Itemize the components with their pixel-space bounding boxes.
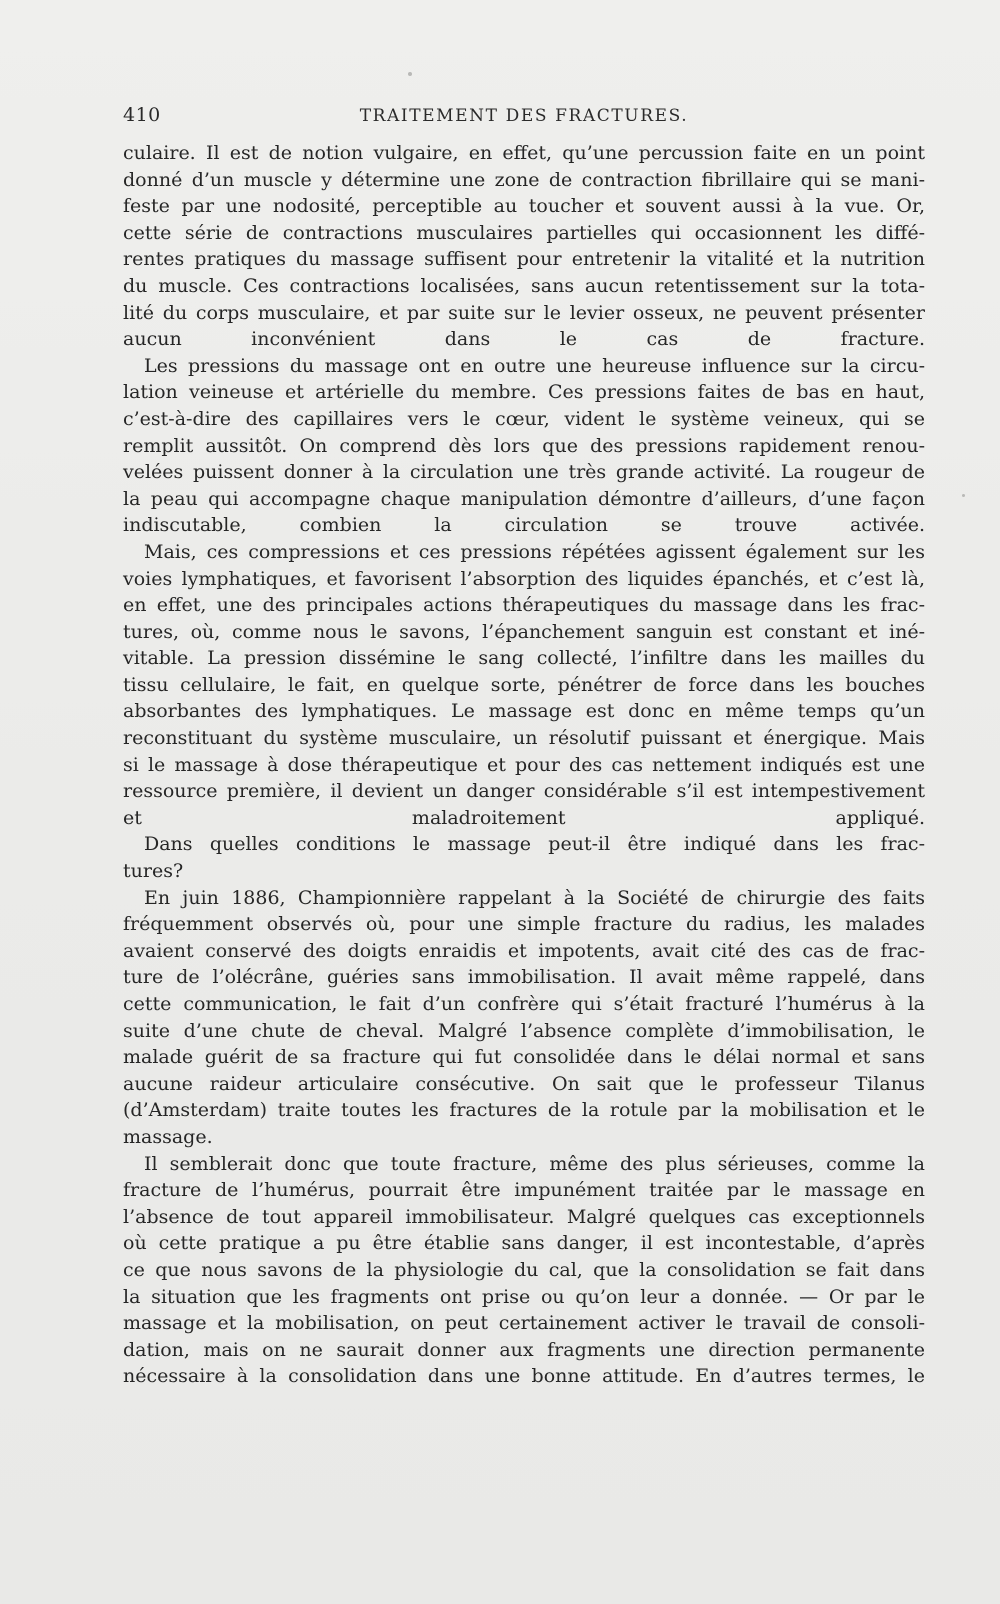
page-header [123,104,925,136]
paragraph-continuation: culaire. Il est de notion vulgaire, en effet, qu’une percussion faite en un point donné d’un muscle y détermine une zone de contraction fibrillaire qui se mani- feste par une nodosité, perceptible au toucher et souvent aussi à la vue. Or, cette série de contractions musculaires partielles qui occasionnent les diffé- rentes pratiques du massage suffisent pour entretenir la vitalité et la nutrition du muscle. Ces contractions localisées, sans aucun retentissement sur la tota- lité du corps musculaire, et par suite sur le levier osseux, ne peuvent présenter aucun inconvénient dans le cas de fracture. [123,142,925,351]
running-title: TRAITEMENT DES FRACTURES. [359,106,689,126]
paragraph-question: Dans quelles conditions le massage peut-il être indiqué dans les frac- tures? [123,833,925,883]
body-text [123,140,925,1390]
page-number: 410 [123,104,161,126]
paragraph: Il semblerait donc que toute fracture, même des plus sérieuses, comme la fracture de l’humérus, pourrait être impunément traitée par le massage en l’absence de tout appareil immobilisateur. Malgré quelques cas exceptionnels où cette pratique a pu être établie sans danger, il est incontestable, d’après ce que nous savons de la physiologie du cal, que la consolidation se fait dans la situation que les fragments ont prise ou qu’on leur a donnée. — Or par le massage et la mobilisation, on peut certainement activer le travail de consoli- dation, mais on ne saurait donner aux fragments une direction permanente nécessaire à la consolidation dans une bonne attitude. En d’autres termes, le [123,1152,925,1388]
paper-speck [408,72,412,76]
paper-speck [962,494,965,497]
paragraph: Les pressions du massage ont en outre une heureuse influence sur la circu- lation veineuse et artérielle du membre. Ces pressions faites de bas en haut, c’est-à-dire des capillaires vers le cœur, vident le système veineux, qui se remplit aussitôt. On comprend dès lors que des pressions rapidement renou- velées puissent donner à la circulation une très grande activité. La rougeur de la peau qui accompagne chaque manipulation démontre d’ailleurs, d’une façon indiscutable, combien la circulation se trouve activée. [123,354,925,537]
paragraph: Mais, ces compressions et ces pressions répétées agissent également sur les voies lymphatiques, et favorisent l’absorption des liquides épanchés, et c’est là, en effet, une des principales actions thérapeutiques du massage dans les frac- tures, où, comme nous le savons, l’épanchement sanguin est constant et iné- vitable. La pression dissémine le sang collecté, l’infiltre dans les mailles du tissu cellulaire, le fait, en quelque sorte, pénétrer de force dans les bouches absorbantes des lymphatiques. Le massage est donc en même temps qu’un reconstituant du système musculaire, un résolutif puissant et énergique. Mais si le massage à dose thérapeutique et pour des cas nettement indiqués est une ressource première, il devient un danger considérable s’il est intempestivement et maladroitement appliqué. [123,540,925,829]
paragraph: En juin 1886, Championnière rappelant à la Société de chirurgie des faits fréquemment observés où, pour une simple fracture du radius, les malades avaient conservé des doigts enraidis et impotents, avait cité des cas de frac- ture de l’olécrâne, guéries sans immobilisation. Il avait même rappelé, dans cette communication, le fait d’un confrère qui s’était fracturé l’humérus à la suite d’une chute de cheval. Malgré l’absence complète d’immobilisation, le malade guérit de sa fracture qui fut consolidée dans le délai normal et sans aucune raideur articulaire consécutive. On sait que le professeur Tilanus (d’Amsterdam) traite toutes les fractures de la rotule par la mobilisation et le massage. [123,886,925,1148]
